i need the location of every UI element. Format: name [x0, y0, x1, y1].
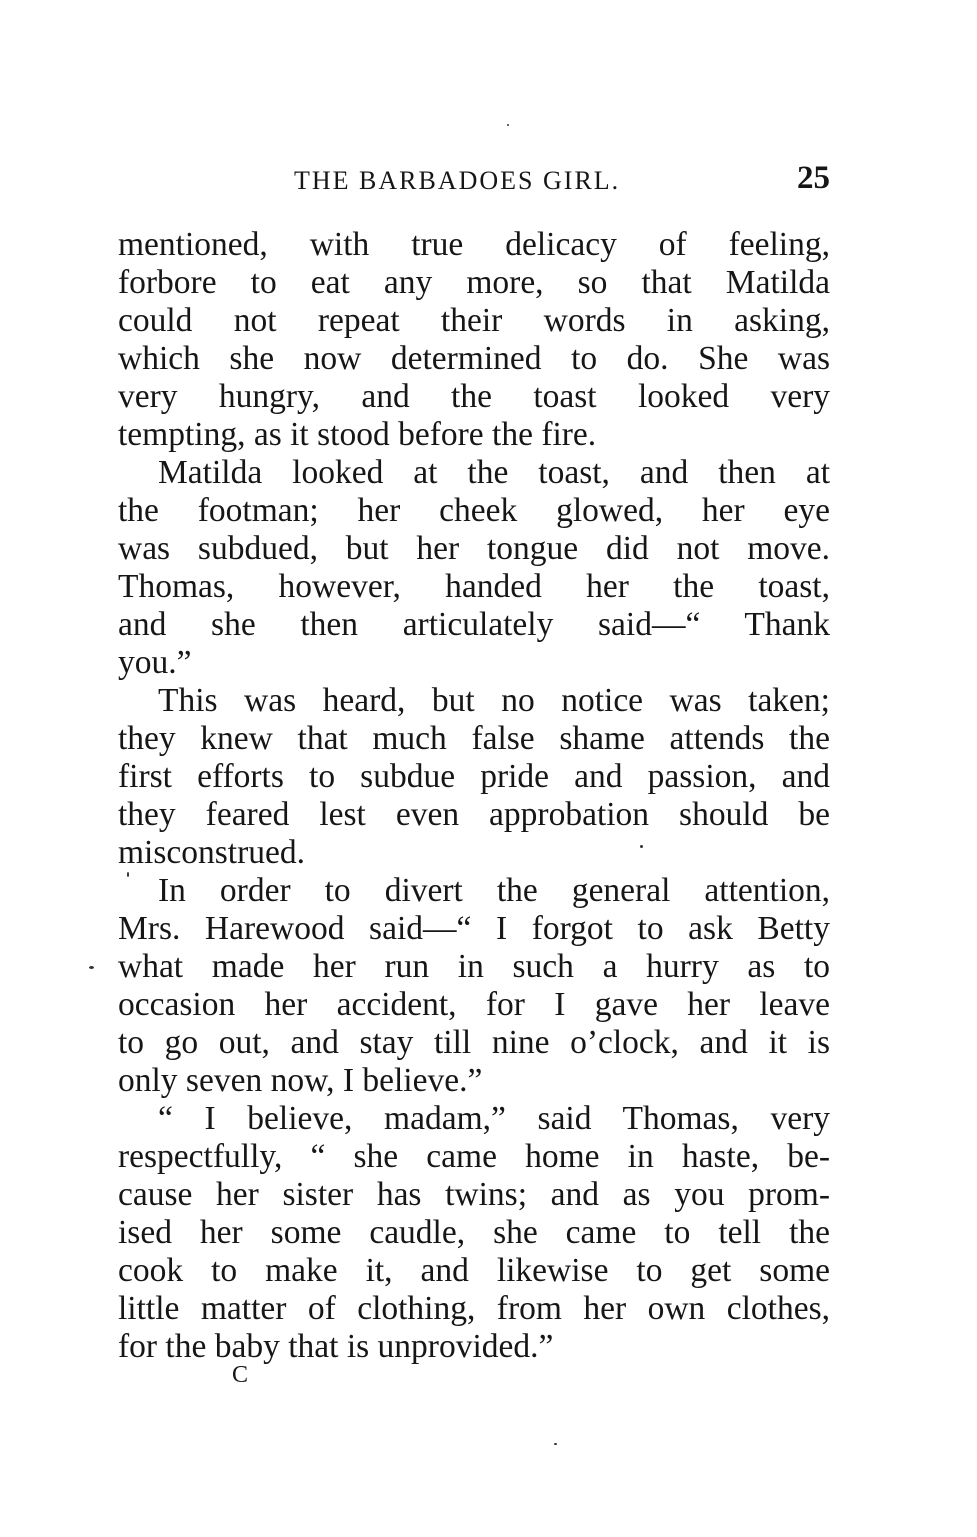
text-line: to go out, and stay till nine o’clock, and it is [118, 1024, 830, 1061]
text-line: cook to make it, and likewise to get some [118, 1252, 830, 1289]
text-line: Mrs. Harewood said—“ I forgot to ask Betty [118, 910, 830, 947]
signature-mark: C [232, 1362, 249, 1388]
paper-speck [554, 1443, 557, 1445]
text-line: Thomas, however, handed her the toast, [118, 568, 830, 605]
text-line: which she now determined to do. She was [118, 340, 830, 377]
text-line: “ I believe, madam,” said Thomas, very [158, 1100, 830, 1137]
paper-speck [89, 966, 94, 969]
text-line: little matter of clothing, from her own clothes, [118, 1290, 830, 1327]
text-line: only seven now, I believe.” [118, 1062, 483, 1099]
text-line: occasion her accident, for I gave her leave [118, 986, 830, 1023]
paper-speck [640, 845, 643, 848]
text-line: for the baby that is unprovided.” [118, 1328, 554, 1365]
text-line: the footman; her cheek glowed, her eye [118, 492, 830, 529]
paragraph [118, 454, 830, 682]
text-line: ised her some caudle, she came to tell the [118, 1214, 830, 1251]
text-line: This was heard, but no notice was taken; [158, 682, 830, 719]
text-line: In order to divert the general attention, [158, 872, 830, 909]
page-header [118, 160, 830, 200]
text-line: you.” [118, 644, 192, 681]
text-line: Matilda looked at the toast, and then at [158, 454, 830, 491]
text-line: mentioned, with true delicacy of feeling, [118, 226, 830, 263]
paragraph [118, 1100, 830, 1366]
body-text [118, 226, 830, 1366]
text-line: respectfully, “ she came home in haste, be- [118, 1138, 830, 1175]
running-title: THE BARBADOES GIRL. [294, 166, 621, 195]
text-line: and she then articulately said—“ Thank [118, 606, 830, 643]
text-line: could not repeat their words in asking, [118, 302, 830, 339]
text-line: first efforts to subdue pride and passion, and [118, 758, 830, 795]
text-line: what made her run in such a hurry as to [118, 948, 830, 985]
text-line: cause her sister has twins; and as you prom- [118, 1176, 830, 1213]
paper-speck [507, 124, 509, 126]
paper-speck [127, 872, 129, 877]
text-line: misconstrued. [118, 834, 306, 871]
text-line: forbore to eat any more, so that Matilda [118, 264, 830, 301]
text-line: they feared lest even approbation should be [118, 796, 830, 833]
text-line: they knew that much false shame attends the [118, 720, 830, 757]
text-line: was subdued, but her tongue did not move. [118, 530, 830, 567]
paragraph [118, 872, 830, 1100]
text-line: very hungry, and the toast looked very [118, 378, 830, 415]
paragraph [118, 226, 830, 454]
page-number: 25 [797, 160, 830, 196]
paragraph [118, 682, 830, 872]
text-line: tempting, as it stood before the fire. [118, 416, 597, 453]
